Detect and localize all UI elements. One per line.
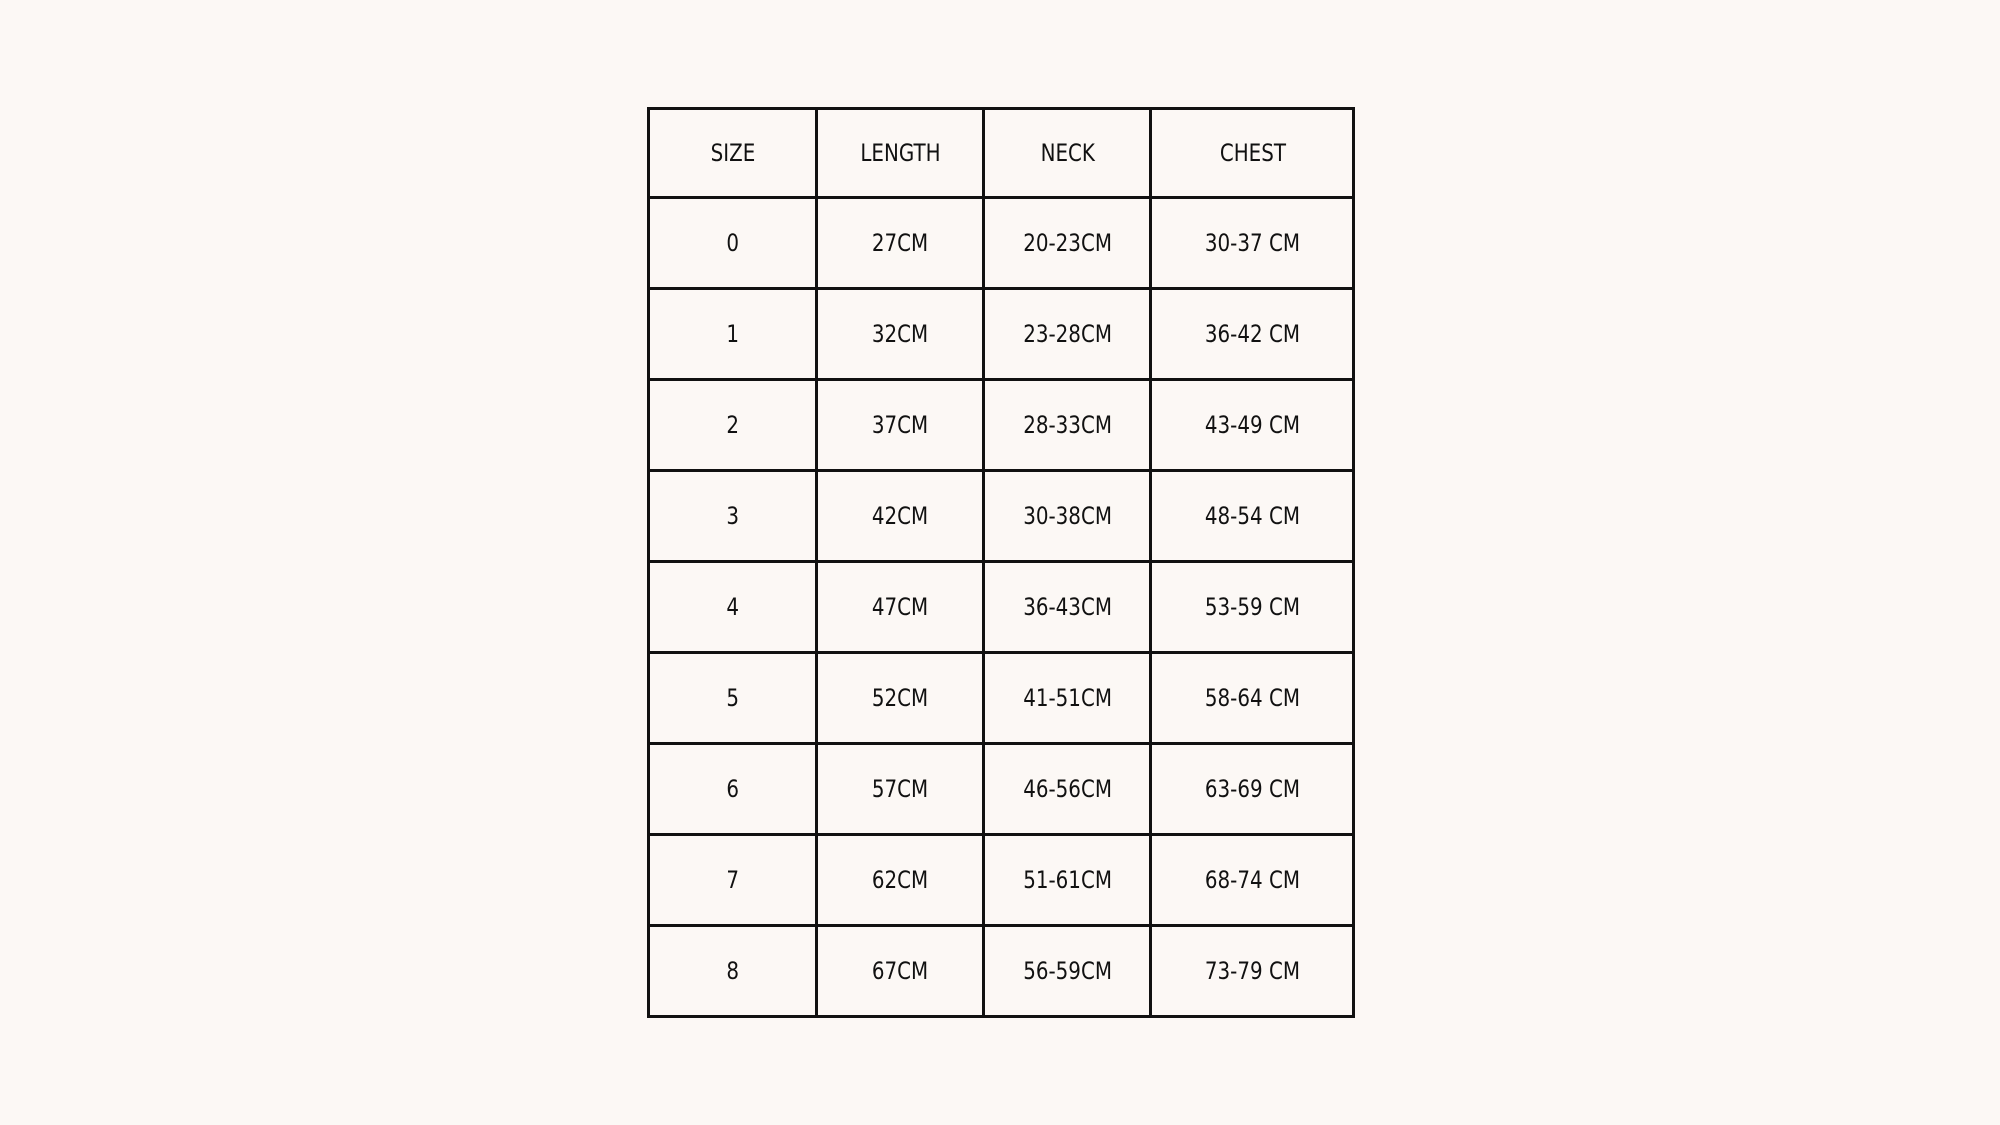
size-chart-table xyxy=(647,107,1355,1018)
cell-size: 8 xyxy=(655,926,810,1017)
header-row xyxy=(649,109,1354,198)
cell-length: 52CM xyxy=(823,653,977,744)
cell-chest: 53-59 CM xyxy=(1159,562,1346,653)
cell-size: 4 xyxy=(655,562,810,653)
cell-size: 6 xyxy=(655,744,810,835)
table-row xyxy=(649,653,1354,744)
cell-size: 1 xyxy=(655,289,810,380)
cell-neck: 46-56CM xyxy=(990,744,1144,835)
cell-chest: 48-54 CM xyxy=(1159,471,1346,562)
table-row xyxy=(649,289,1354,380)
cell-size: 3 xyxy=(655,471,810,562)
cell-length: 32CM xyxy=(823,289,977,380)
cell-chest: 63-69 CM xyxy=(1159,744,1346,835)
cell-neck: 36-43CM xyxy=(990,562,1144,653)
cell-length: 37CM xyxy=(823,380,977,471)
table-row xyxy=(649,380,1354,471)
table-row xyxy=(649,835,1354,926)
cell-chest: 58-64 CM xyxy=(1159,653,1346,744)
table-row xyxy=(649,471,1354,562)
cell-chest: 30-37 CM xyxy=(1159,198,1346,289)
cell-neck: 23-28CM xyxy=(990,289,1144,380)
cell-neck: 20-23CM xyxy=(990,198,1144,289)
table-row xyxy=(649,926,1354,1017)
cell-length: 57CM xyxy=(823,744,977,835)
cell-neck: 30-38CM xyxy=(990,471,1144,562)
cell-size: 5 xyxy=(655,653,810,744)
cell-length: 42CM xyxy=(823,471,977,562)
cell-size: 2 xyxy=(655,380,810,471)
cell-neck: 56-59CM xyxy=(990,926,1144,1017)
table-row xyxy=(649,744,1354,835)
cell-chest: 43-49 CM xyxy=(1159,380,1346,471)
cell-chest: 36-42 CM xyxy=(1159,289,1346,380)
cell-length: 62CM xyxy=(823,835,977,926)
cell-length: 47CM xyxy=(823,562,977,653)
header-length: LENGTH xyxy=(823,109,977,198)
cell-length: 27CM xyxy=(823,198,977,289)
cell-neck: 51-61CM xyxy=(990,835,1144,926)
cell-neck: 41-51CM xyxy=(990,653,1144,744)
cell-size: 0 xyxy=(655,198,810,289)
cell-length: 67CM xyxy=(823,926,977,1017)
cell-chest: 68-74 CM xyxy=(1159,835,1346,926)
header-neck: NECK xyxy=(990,109,1144,198)
table-row xyxy=(649,562,1354,653)
cell-neck: 28-33CM xyxy=(990,380,1144,471)
header-size: SIZE xyxy=(655,109,810,198)
table-row xyxy=(649,198,1354,289)
cell-size: 7 xyxy=(655,835,810,926)
cell-chest: 73-79 CM xyxy=(1159,926,1346,1017)
header-chest: CHEST xyxy=(1159,109,1346,198)
